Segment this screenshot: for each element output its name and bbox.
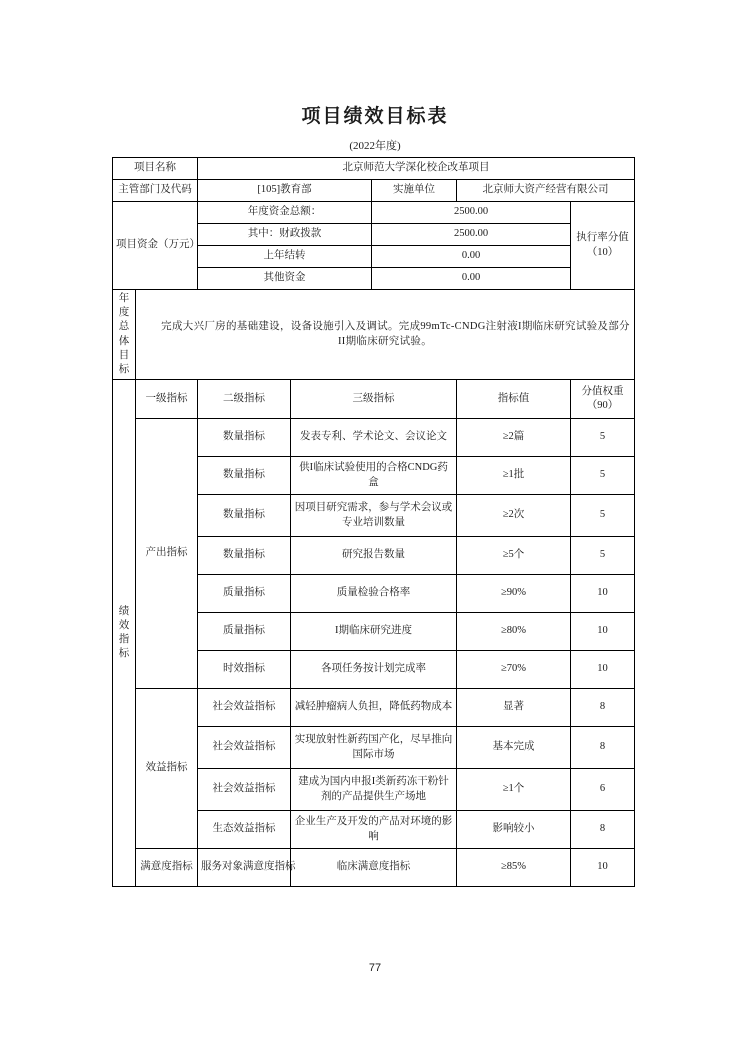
implement-unit-label: 实施单位 <box>372 180 457 202</box>
annual-goal-row <box>113 290 635 380</box>
header-level1: 一级指标 <box>136 380 198 419</box>
indicator-score: 10 <box>571 849 635 887</box>
fund-value-total: 2500.00 <box>372 202 571 224</box>
fund-value-fiscal: 2500.00 <box>372 224 571 246</box>
header-value: 指标值 <box>457 380 571 419</box>
indicator-level2: 质量指标 <box>198 613 291 651</box>
indicator-level3: 研究报告数量 <box>291 537 457 575</box>
fund-label-total: 年度资金总额： <box>198 202 372 224</box>
fund-row <box>113 202 635 224</box>
indicator-level2: 生态效益指标 <box>198 811 291 849</box>
header-level2: 二级指标 <box>198 380 291 419</box>
indicator-level3: 实现放射性新药国产化，尽早推向国际市场 <box>291 727 457 769</box>
indicator-level2: 社会效益指标 <box>198 769 291 811</box>
indicator-value: ≥80% <box>457 613 571 651</box>
indicator-level2: 质量指标 <box>198 575 291 613</box>
group-output-label: 产出指标 <box>136 419 198 689</box>
indicator-level2: 数量指标 <box>198 419 291 457</box>
execution-rate-score-label: 执行率分值（10） <box>571 202 635 290</box>
indicator-level3: 临床满意度指标 <box>291 849 457 887</box>
indicator-value: ≥1批 <box>457 457 571 495</box>
indicator-level3: I期临床研究进度 <box>291 613 457 651</box>
indicator-value: ≥70% <box>457 651 571 689</box>
indicator-score: 5 <box>571 537 635 575</box>
indicator-level3: 企业生产及开发的产品对环境的影响 <box>291 811 457 849</box>
indicator-score: 5 <box>571 419 635 457</box>
indicator-score: 8 <box>571 689 635 727</box>
indicator-level3: 供I临床试验使用的合格CNDG药盒 <box>291 457 457 495</box>
indicator-level2: 社会效益指标 <box>198 689 291 727</box>
indicator-header-row <box>113 380 635 419</box>
indicator-value: 显著 <box>457 689 571 727</box>
department-label: 主管部门及代码 <box>113 180 198 202</box>
header-level3: 三级指标 <box>291 380 457 419</box>
indicator-level3: 发表专利、学术论文、会议论文 <box>291 419 457 457</box>
header-score-weight: 分值权重（90） <box>571 380 635 419</box>
indicator-level2: 社会效益指标 <box>198 727 291 769</box>
indicator-score: 10 <box>571 613 635 651</box>
indicator-value: ≥2篇 <box>457 419 571 457</box>
indicator-level3: 减轻肿瘤病人负担，降低药物成本 <box>291 689 457 727</box>
indicator-score: 10 <box>571 575 635 613</box>
fund-label-carryover: 上年结转 <box>198 246 372 268</box>
project-name-value: 北京师范大学深化校企改革项目 <box>198 158 635 180</box>
indicator-value: ≥85% <box>457 849 571 887</box>
indicator-value: 影响较小 <box>457 811 571 849</box>
indicator-value: ≥5个 <box>457 537 571 575</box>
indicator-score: 10 <box>571 651 635 689</box>
indicator-score: 5 <box>571 495 635 537</box>
annual-goal-text: 完成大兴厂房的基础建设，设备设施引入及调试。完成99mTc-CNDG注射液I期临床研究试验及部分II期临床研究试验。 <box>136 290 635 380</box>
fund-value-carryover: 0.00 <box>372 246 571 268</box>
indicator-score: 8 <box>571 811 635 849</box>
indicator-level2: 数量指标 <box>198 495 291 537</box>
page-number: 77 <box>368 962 382 974</box>
performance-indicator-side-label: 绩效指标 <box>113 380 136 887</box>
indicator-level2: 时效指标 <box>198 651 291 689</box>
indicator-row <box>113 689 635 727</box>
indicator-value: ≥2次 <box>457 495 571 537</box>
indicator-score: 6 <box>571 769 635 811</box>
department-value: [105]教育部 <box>198 180 372 202</box>
project-name-row <box>113 158 635 180</box>
project-name-label: 项目名称 <box>113 158 198 180</box>
indicator-score: 5 <box>571 457 635 495</box>
indicator-row <box>113 849 635 887</box>
indicator-row <box>113 419 635 457</box>
fund-label-fiscal: 其中：财政拨款 <box>198 224 372 246</box>
implement-unit-value: 北京师大资产经营有限公司 <box>457 180 635 202</box>
fund-section-label: 项目资金（万元） <box>113 202 198 290</box>
indicator-level3: 各项任务按计划完成率 <box>291 651 457 689</box>
fund-label-other: 其他资金 <box>198 268 372 290</box>
indicator-level3: 质量检验合格率 <box>291 575 457 613</box>
indicator-level2: 服务对象满意度指标 <box>198 849 291 887</box>
indicator-level3: 建成为国内申报I类新药冻干粉针剂的产品提供生产场地 <box>291 769 457 811</box>
page-title: 项目绩效目标表 <box>301 106 449 127</box>
indicator-value: ≥90% <box>457 575 571 613</box>
annual-goal-label: 年度总体目标 <box>113 290 136 380</box>
indicator-level2: 数量指标 <box>198 537 291 575</box>
indicator-level2: 数量指标 <box>198 457 291 495</box>
performance-target-table <box>112 157 635 887</box>
indicator-score: 8 <box>571 727 635 769</box>
department-row <box>113 180 635 202</box>
page-subtitle: (2022年度) <box>349 140 401 152</box>
indicator-level3: 因项目研究需求，参与学术会议或专业培训数量 <box>291 495 457 537</box>
group-satisfaction-label: 满意度指标 <box>136 849 198 887</box>
indicator-value: ≥1个 <box>457 769 571 811</box>
fund-value-other: 0.00 <box>372 268 571 290</box>
group-benefit-label: 效益指标 <box>136 689 198 849</box>
indicator-value: 基本完成 <box>457 727 571 769</box>
